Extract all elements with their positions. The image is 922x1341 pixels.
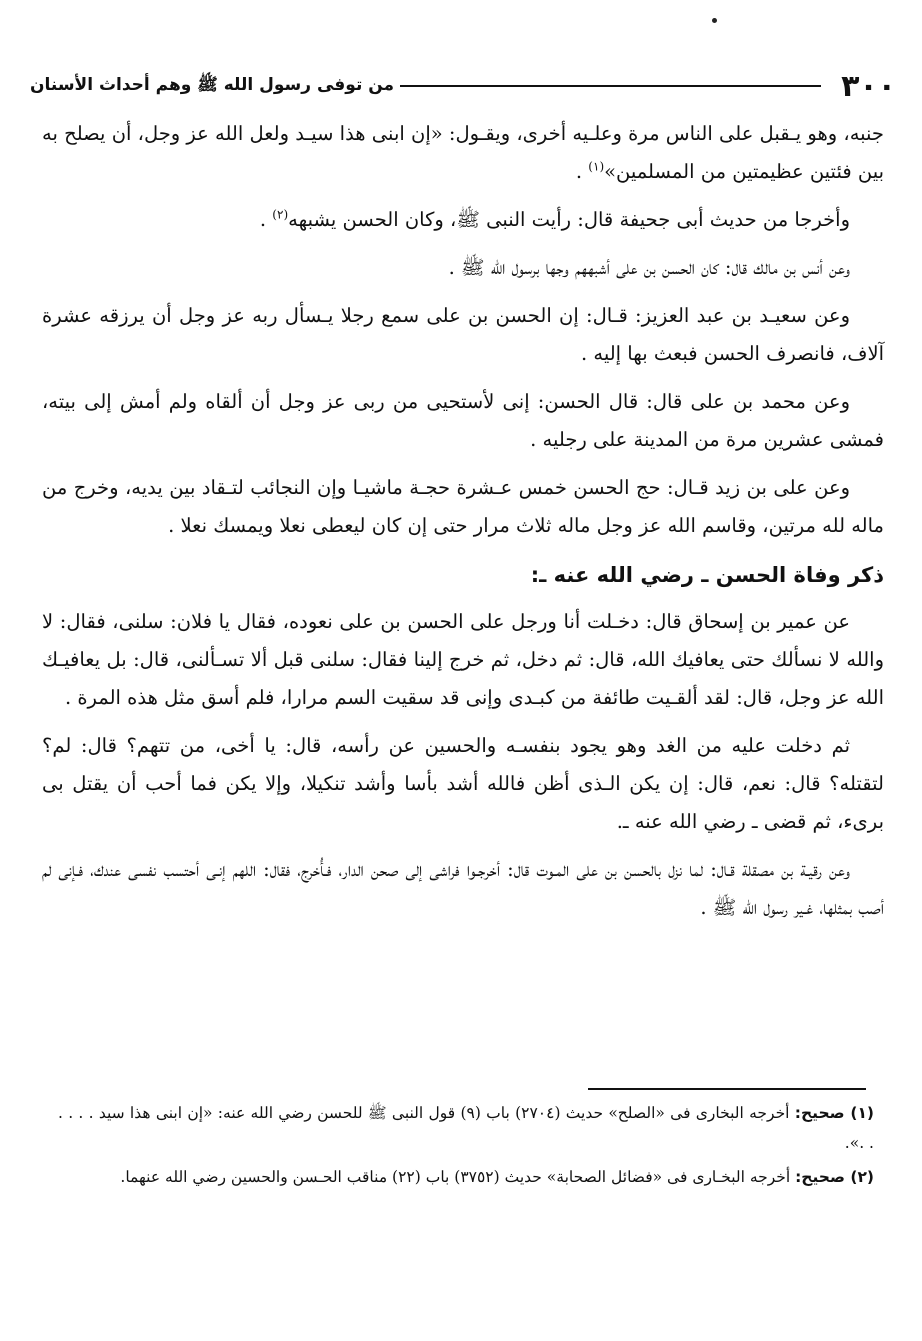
- footnote: [58, 1098, 874, 1158]
- paragraph: وعن محمد بن على قال: قال الحسن: إنى لأستحيى من ربى عز وجل أن ألقاه ولم أمش إلى بيته، فمشى عشرين مرة من المدينة على رجليه .: [42, 390, 884, 451]
- paragraph: وعن على بن زيد قـال: حج الحسن خمس عـشرة حجـة ماشيـا وإن النجائب لتـقاد بين يديه، وخرج من ماله لله مرتين، وقاسم الله عز وجل ماله ثلاث مرار حتى إن كان ليعطى نعلا ويمسك نعلا .: [42, 476, 884, 537]
- paragraph: ثم دخلت عليه من الغد وهو يجود بنفسـه والحسين عن رأسه، قال: يا أخى، من تتهم؟ قال: لم؟ لتقتله؟ قال: نعم، قال: إن يكن الـذى أظن فالله أشد بأسا وأشد تنكيلا، وإلا يكن فما أحب أن يقتل بى برىء، ثم قضى ـ رضي الله عنه ـ.: [42, 734, 884, 833]
- paragraph: جنبه، وهو يـقبل على الناس مرة وعلـيه أخرى، ويقـول: «إن ابنى هذا سيـد ولعل الله عز وجل، أن يصلح به بين فئتين عظيمتين من المسلمين»$^{(١)}$ .: [42, 122, 884, 183]
- footnote-label: (٢) صحيح:: [795, 1168, 874, 1186]
- page-header: [30, 66, 896, 106]
- page-number: ٣٠٠: [841, 68, 896, 104]
- paragraph: وعن سعيـد بن عبد العزيز: قـال: إن الحسن بن على سمع رجلا يـسأل ربه عز وجل أن يرزقه عشرة آلاف، فانصرف الحسن فبعث بها إليه .: [42, 304, 884, 365]
- paragraph: وعن رقيـة بن مصقلة قـال: لما نزل بالحسن بن على المـوت قال: أخرجـوا فراشى إلى صحن الدار، فـأُخرج، فقال: اللهم إنـى أحتسب نفسى عندك، فـإنى لم أصب بمثلها، غـير رسول الله ﷺ .: [42, 858, 884, 919]
- footnote-text: أخرجه البخـارى فى «فضائل الصحابة» حديث (٣٧٥٢) باب (٢٢) مناقب الحـسن والحسين رضي الله عنهما.: [120, 1168, 791, 1186]
- section-heading: ذكر وفاة الحسن ـ رضي الله عنه ـ:: [530, 563, 884, 587]
- paragraph: وأخرجا من حديث أبى جحيفة قال: رأيت النبى ﷺ، وكان الحسن يشبهه$^{(٢)}$ .: [259, 207, 850, 231]
- footnote-label: (١) صحيح:: [794, 1104, 875, 1122]
- footnote-ref[interactable]: (٢): [272, 207, 289, 222]
- footnote-ref[interactable]: (١): [588, 159, 605, 174]
- footnote-text: أخرجه البخارى فى «الصلح» حديث (٢٧٠٤) باب (٩) قول النبى ﷺ للحسن رضي الله عنه: «إن ابنى هذا سيد . . . . . .».: [58, 1104, 874, 1152]
- footnote-separator: [588, 1088, 866, 1090]
- footnote: [58, 1162, 874, 1192]
- footnotes: [58, 1098, 874, 1196]
- main-text: [42, 115, 884, 937]
- header-rule: [400, 85, 821, 87]
- paragraph: عن عمير بن إسحاق قال: دخـلت أنا ورجل على الحسن بن على نعوده، فقال يا فلان: سلنى، فقال: لا والله لا نسألك حتى يعافيك الله، قال: ثم دخل، ثم خرج إلينا فقال: سلنى قبل ألا تسـألنى، قال: بل يعافيـك الله عز وجل، قال: لقد ألقـيت طائفة من كبـدى وإنى قد سقيت السم مرارا، فلم أسق مثل هذه المرة .: [42, 610, 884, 709]
- running-title: من توفى رسول الله ﷺ وهم أحداث الأسنان: [30, 74, 395, 95]
- paragraph: وعن أنس بن مالك قال: كان الحسن بن على أشبههم وجها برسول الله ﷺ .: [448, 256, 850, 279]
- page-mark-dot: [712, 18, 717, 23]
